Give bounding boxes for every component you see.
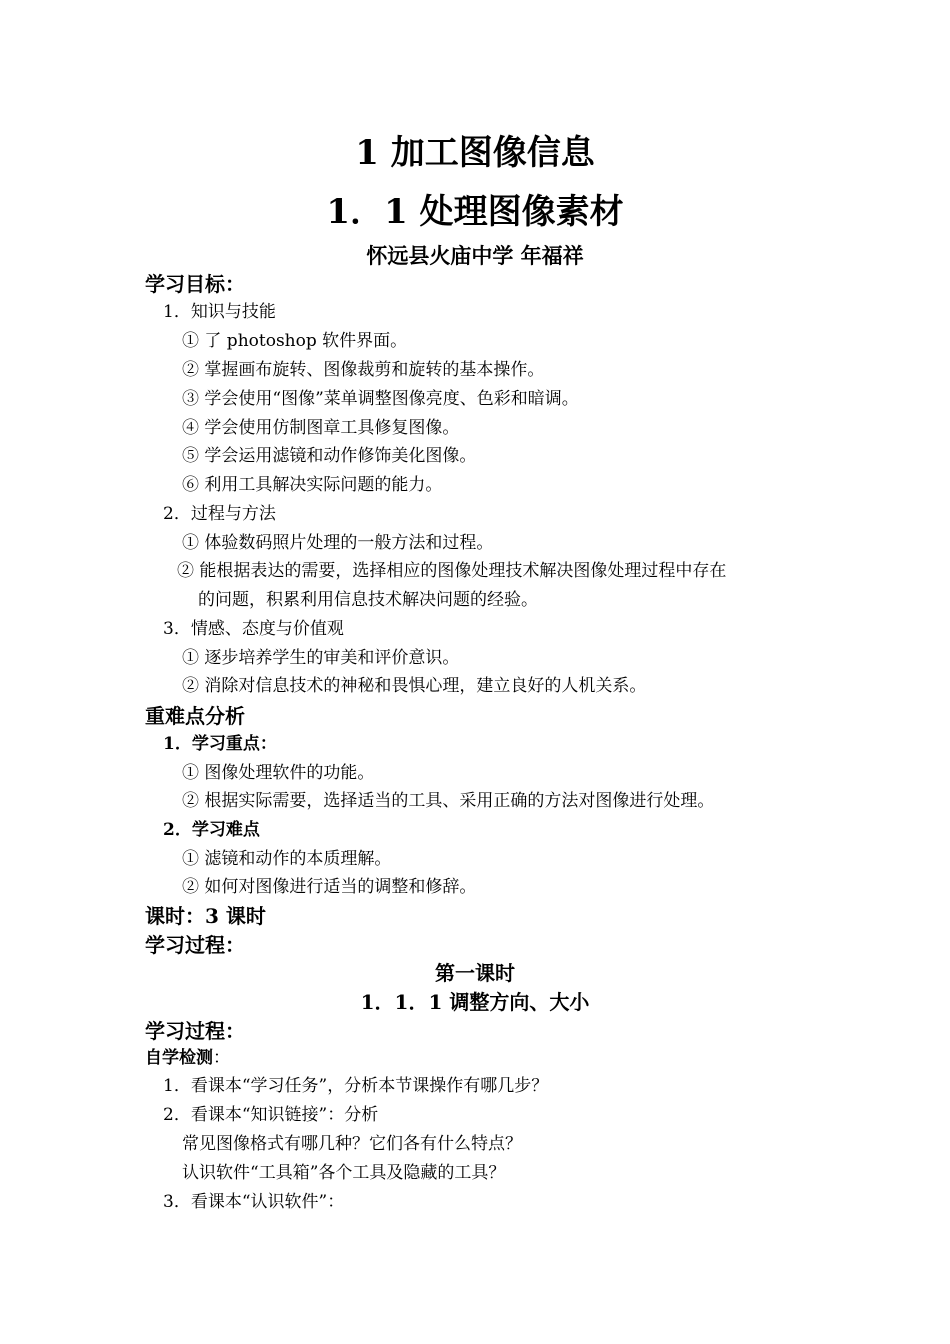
task-subitem: 常见图像格式有哪几种？它们各有什么特点？	[182, 1134, 522, 1154]
document-title: 1 加工图像信息	[355, 133, 595, 173]
class-hours: 课时：3 课时	[145, 904, 266, 928]
objective-item: ⑤ 学会运用滤镜和动作修饰美化图像。	[182, 446, 477, 466]
objective-section-2: 2．过程与方法	[163, 504, 276, 524]
author-line: 怀远县火庙中学 年福祥	[366, 243, 584, 268]
objective-item: ⑥ 利用工具解决实际问题的能力。	[182, 475, 443, 495]
difficult-point-item: ① 滤镜和动作的本质理解。	[182, 849, 392, 869]
key-point-item: ② 根据实际需要，选择适当的工具、采用正确的方法对图像进行处理。	[182, 791, 715, 811]
objective-section-1: 1．知识与技能	[163, 302, 276, 322]
self-check-heading	[145, 1050, 230, 1067]
task-item: 3．看课本“认识软件”：	[163, 1192, 345, 1212]
difficulty-heading: 重难点分析	[145, 704, 245, 728]
task-subitem: 认识软件“工具箱”各个工具及隐藏的工具？	[182, 1163, 506, 1183]
objectives-heading: 学习目标：	[145, 272, 245, 296]
objective-item-continuation: 的问题，积累利用信息技术解决问题的经验。	[198, 590, 538, 610]
objective-item: ① 逐步培养学生的审美和评价意识。	[182, 648, 460, 668]
key-points-label: 1．学习重点：	[163, 734, 277, 754]
difficult-point-item: ② 如何对图像进行适当的调整和修辞。	[182, 877, 477, 897]
objective-item: ② 能根据表达的需要，选择相应的图像处理技术解决图像处理过程中存在	[177, 561, 727, 581]
objective-item: ① 体验数码照片处理的一般方法和过程。	[182, 533, 494, 553]
process-heading-2: 学习过程：	[145, 1019, 245, 1043]
document-subtitle: 1．1 处理图像素材	[326, 192, 624, 232]
objective-item: ② 消除对信息技术的神秘和畏惧心理，建立良好的人机关系。	[182, 676, 647, 696]
lesson-subtitle: 1．1．1 调整方向、大小	[360, 990, 590, 1014]
lesson-title: 第一课时	[435, 961, 515, 985]
task-item: 2．看课本“知识链接”：分析	[163, 1105, 379, 1125]
self-check-colon: ：	[213, 1048, 230, 1068]
self-check-label: 自学检测	[145, 1048, 213, 1068]
objective-item: ① 了 photoshop 软件界面。	[182, 331, 408, 351]
objective-item: ② 掌握画布旋转、图像裁剪和旋转的基本操作。	[182, 360, 545, 380]
objective-item: ③ 学会使用“图像”菜单调整图像亮度、色彩和暗调。	[182, 389, 579, 409]
task-item: 1．看课本“学习任务”，分析本节课操作有哪几步？	[163, 1076, 549, 1096]
process-heading: 学习过程：	[145, 933, 245, 957]
objective-section-3: 3．情感、态度与价值观	[163, 619, 344, 639]
objective-item: ④ 学会使用仿制图章工具修复图像。	[182, 418, 460, 438]
key-point-item: ① 图像处理软件的功能。	[182, 763, 375, 783]
difficult-points-label: 2．学习难点	[163, 820, 260, 840]
